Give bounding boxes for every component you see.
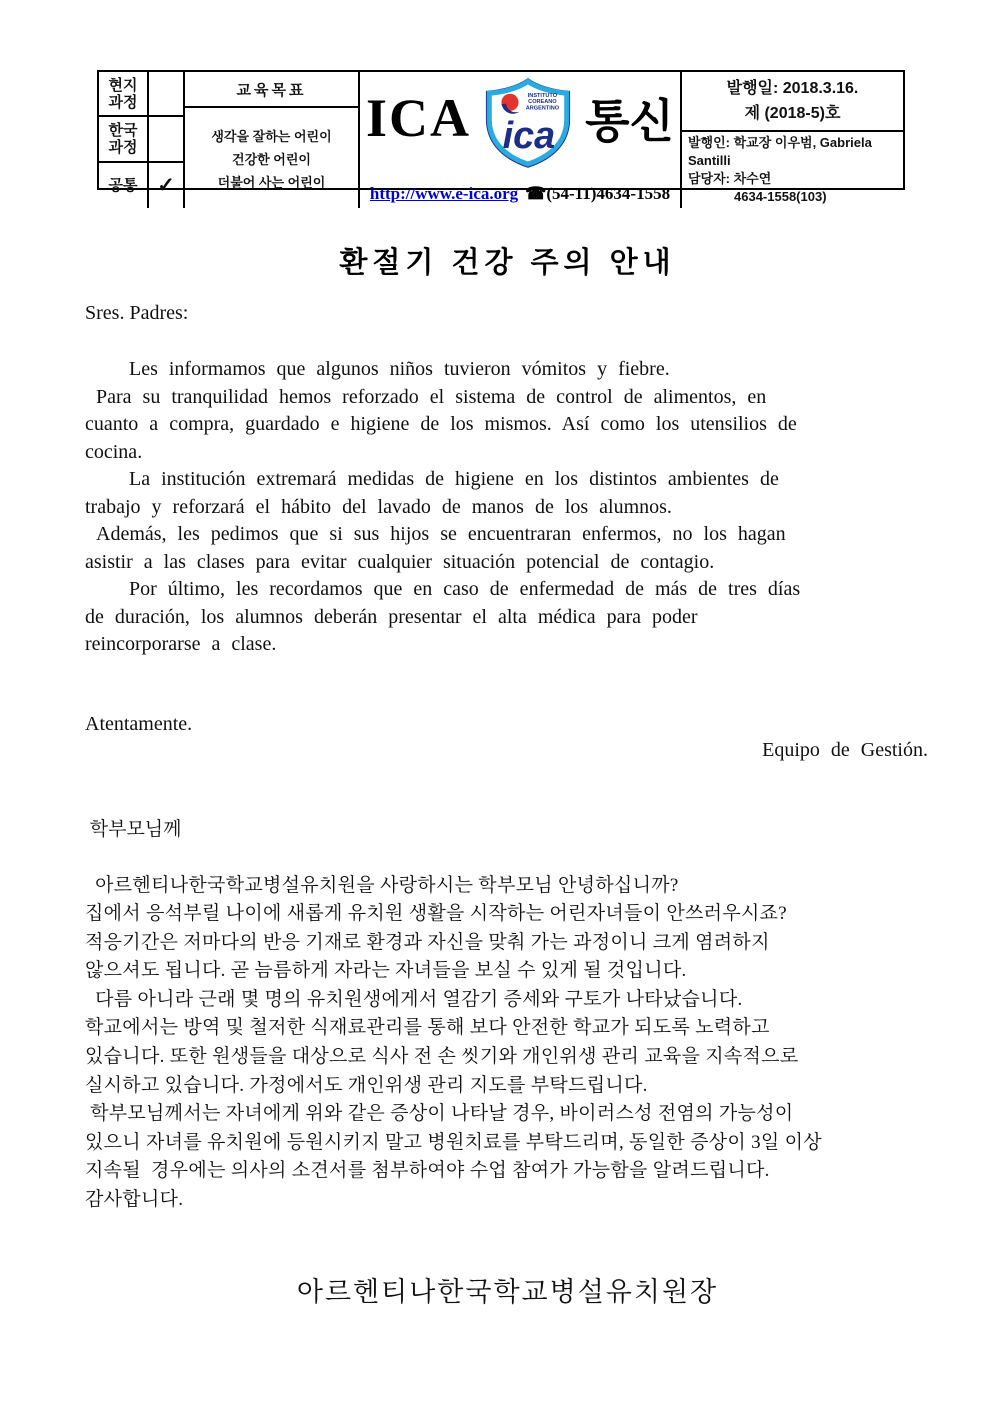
- issue-manager: 담당자: 차수연: [688, 171, 772, 186]
- spanish-line: La institución extremará medidas de higiene en los distintos ambientes de: [85, 468, 779, 490]
- spanish-line: cuanto a compra, guardado e higiene de los mismos. Así como los utensilios de: [85, 413, 797, 435]
- phone-text: (54-11)4634-1558: [546, 184, 671, 203]
- spanish-salutation: Sres. Padres:: [85, 302, 189, 324]
- spanish-signature: Equipo de Gestión.: [762, 738, 928, 761]
- issue-info-cell: [682, 72, 903, 208]
- course-check-column: [149, 72, 185, 208]
- tongsin-wordmark: 통신: [585, 95, 674, 147]
- spanish-line: reincorporarse a clase.: [85, 633, 277, 655]
- goal-line: 더불어 사는 어린이: [217, 174, 326, 190]
- korean-line: 있으니 자녀를 유치원에 등원시키지 말고 병원치료를 부탁드리며, 동일한 증상이 3일 이상: [85, 1131, 822, 1153]
- logo-org-line: INSTITUTO: [527, 92, 558, 99]
- education-goals-list: [185, 108, 358, 208]
- spanish-line: cocina.: [85, 440, 143, 463]
- korean-line: 지속될 경우에는 의사의 소견서를 첨부하여야 수업 참여가 가능함을 알려드립니다.: [85, 1160, 770, 1182]
- spanish-closing: Atentamente.: [85, 712, 193, 735]
- course-row-korean-label: 한국 과정: [99, 117, 147, 162]
- check-icon: ✓: [157, 173, 175, 197]
- course-label-column: [99, 72, 149, 208]
- korean-salutation: 학부모님께: [85, 818, 182, 840]
- brand-contact-row: [370, 184, 670, 204]
- brand-cell: [360, 72, 682, 208]
- spanish-line: de duración, los alumnos deberán presentar el alta médica para poder: [85, 605, 698, 628]
- brand-row: [366, 74, 674, 162]
- issue-contact-number: 4634-1558(103): [734, 189, 827, 204]
- spanish-line: trabajo y reforzará el hábito del lavado de manos de los alumnos.: [85, 495, 672, 518]
- issue-details: [682, 132, 903, 208]
- phone-icon: ☎: [525, 184, 547, 203]
- goal-line: 생각을 잘하는 어린이: [211, 128, 332, 144]
- korean-line: 않으셔도 됩니다. 곧 늠름하게 자라는 자녀들을 보실 수 있게 될 것입니다.: [85, 960, 687, 982]
- spanish-line: Por último, les recordamos que en caso de enfermedad de más de tres días: [85, 578, 801, 600]
- spanish-line: Además, les pedimos que si sus hijos se encuentraran enfermos, no los hagan: [85, 523, 786, 545]
- issue-date: 발행일: 2018.3.16.: [726, 80, 859, 97]
- korean-line: 있습니다. 또한 원생들을 대상으로 식사 전 손 씻기와 개인위생 관리 교육을 지속적으로: [85, 1046, 799, 1068]
- course-row-local-label: 현지 과정: [99, 72, 147, 117]
- masthead-table: [97, 70, 905, 204]
- course-row-common-label: 공통: [108, 176, 138, 194]
- issue-publisher: 발행인: 학교장 이우범, Gabriela Santilli: [688, 135, 872, 168]
- spanish-line: Les informamos que algunos niños tuvieron vómitos y fiebre.: [85, 358, 670, 380]
- letter-body: [85, 240, 930, 1309]
- ica-shield-logo-icon: [483, 78, 573, 168]
- korean-line: 감사합니다.: [85, 1189, 184, 1211]
- goal-line: 건강한 어린이: [232, 151, 311, 167]
- korean-line: 적응기간은 저마다의 반응 기재로 환경과 자신을 맞춰 가는 과정이니 크게 염려하지: [85, 931, 770, 953]
- logo-org-line: COREANO: [528, 99, 557, 106]
- spanish-line: asistir a las clases para evitar cualquier situación potencial de contagio.: [85, 550, 715, 573]
- logo-monogram: ica: [502, 115, 556, 158]
- phone-number: [525, 184, 670, 204]
- course-row-korean-check: [149, 117, 183, 162]
- korean-line: 학부모님께서는 자녀에게 위와 같은 증상이 나타날 경우, 바이러스성 전염의 가능성이: [85, 1103, 794, 1125]
- website-link[interactable]: http://www.e-ica.org: [369, 184, 519, 203]
- spanish-line: Para su tranquilidad hemos reforzado el sistema de control de alimentos, en: [85, 385, 767, 408]
- korean-line: 실시하고 있습니다. 가정에서도 개인위생 관리 지도를 부탁드립니다.: [85, 1074, 648, 1096]
- education-goals-cell: [185, 72, 360, 208]
- course-row-local-check: [149, 72, 183, 117]
- page-title: 환절기 건강 주의 안내: [339, 247, 676, 279]
- spanish-paragraphs: [85, 356, 930, 659]
- korean-paragraphs: [85, 872, 930, 1215]
- korean-line: 학교에서는 방역 및 철저한 식재료관리를 통해 보다 안전한 학교가 되도록 노력하고: [85, 1017, 770, 1039]
- korean-line: 집에서 응석부릴 나이에 새롭게 유치원 생활을 시작하는 어린자녀들이 안쓰러우시죠?: [85, 903, 788, 925]
- logo-org-line: ARGENTINO: [525, 105, 560, 112]
- ica-wordmark: ICA: [366, 88, 472, 148]
- education-goals-title: 교육목표: [185, 72, 358, 108]
- issue-number: 제 (2018-5)호: [744, 105, 841, 122]
- korean-signature: 아르헨티나한국학교병설유치원장: [296, 1276, 719, 1307]
- korean-line: 아르헨티나한국학교병설유치원을 사랑하시는 학부모님 안녕하십니까?: [85, 874, 679, 896]
- korean-line: 다름 아니라 근래 몇 명의 유치원생에게서 열감기 증세와 구토가 나타났습니다.: [85, 988, 743, 1010]
- issue-header: [682, 72, 903, 132]
